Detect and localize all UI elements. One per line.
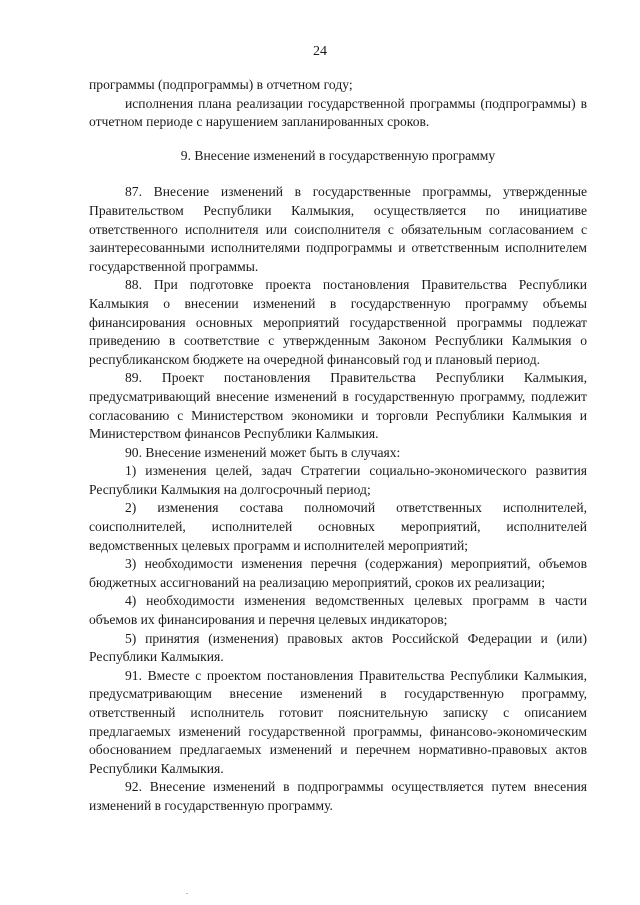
list-item-3: 3) необходимости изменения перечня (содержания) мероприятий, объемов бюджетных ассигнований на реализацию мероприятий, сроков их реализации; [89,556,587,590]
paragraph-89: 89. Проект постановления Правительства Республики Калмыкия, предусматривающий внесение изменений в государственную программу, подлежит согласованию с Министерством экономики и торговли Республики Калмыкия и Министерством финансов Республики Калмыкия. [89,370,587,442]
list-item-2: 2) изменения состава полномочий ответственных исполнителей, соисполнителей, исполнителей основных мероприятий, исполнителей ведомственных целевых программ и исполнителей мероприятий; [89,500,587,553]
paragraph-continuation: программы (подпрограммы) в отчетном году; [89,77,353,92]
paragraph-87: 87. Внесение изменений в государственные программы, утвержденные Правительством Республики Калмыкия, осуществляется по инициативе ответственного исполнителя или соисполнителя с обязательным согласованием с заинтересованными исполнителями подпрограммы и ответственным исполнителем государственной программы. [89,184,587,274]
paragraph-91: 91. Вместе с проектом постановления Правительства Республики Калмыкия, предусматривающим внесение изменений в государственную программу, ответственный исполнитель готовит пояснительную записку с описанием предлагаемых изменений государственной программы, финансово-экономическим обоснованием предлагаемых изменений и перечнем нормативно-правовых актов Республики Калмыкия. [89,667,587,776]
paragraph-92: 92. Внесение изменений в подпрограммы осуществляется путем внесения изменений в государственную программу. [89,779,587,813]
paragraph-88: 88. При подготовке проекта постановления Правительства Республики Калмыкия о внесении изменений в государственную программу объемы финансирования основных мероприятий государственной программы подлежат приведению в соответствие с утвержденным Законом Республики Калмыкия о республиканском бюджете на очередной финансовый год и плановый период. [89,277,587,367]
list-item-1: 1) изменения целей, задач Стратегии социально-экономического развития Республики Калмыкия на долгосрочный период; [89,463,587,497]
scan-speck [186,893,188,894]
section-heading: 9. Внесение изменений в государственную программу [180,147,496,163]
document-body [89,76,587,816]
paragraph-list-item: исполнения плана реализации государственной программы (подпрограммы) в отчетном периоде с нарушением запланированных сроков. [89,95,587,130]
paragraph-90: 90. Внесение изменений может быть в случаях: [125,444,401,460]
list-item-4: 4) необходимости изменения ведомственных целевых программ в части объемов их финансирования и перечня целевых индикаторов; [89,593,587,628]
page-number: 24 [313,44,327,59]
list-item-5: 5) принятия (изменения) правовых актов Российской Федерации и (или) Республики Калмыкия. [89,630,587,665]
